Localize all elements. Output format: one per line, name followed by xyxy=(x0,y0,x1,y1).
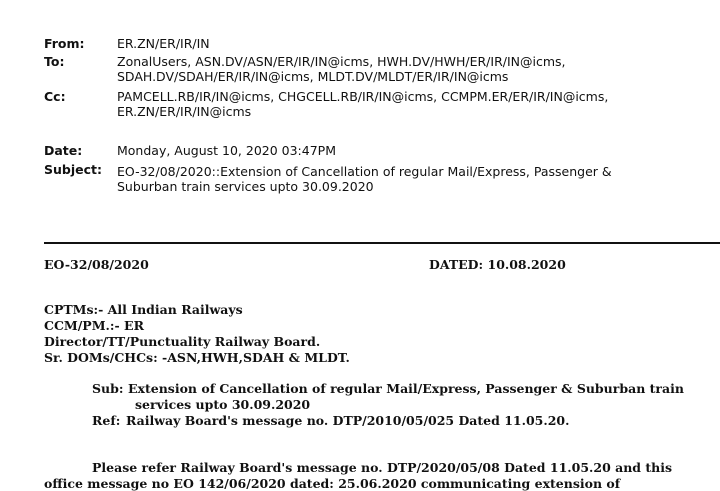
ref-label: Ref: xyxy=(92,413,121,428)
from-value: ER.ZN/ER/IR/IN xyxy=(117,36,210,51)
to-value xyxy=(117,54,707,84)
addressee-line: CCM/PM.:- ER xyxy=(44,318,144,333)
addressee-line: CPTMs:- All Indian Railways xyxy=(44,302,243,317)
subject-value xyxy=(117,164,707,194)
to-line: ZonalUsers, ASN.DV/ASN/ER/IR/IN@icms, HWH.DV/HWH/ER/IR/IN@icms, xyxy=(117,54,566,69)
eo-number: EO-32/08/2020 xyxy=(44,257,149,272)
subject-line: EO-32/08/2020::Extension of Cancellation of regular Mail/Express, Passenger & xyxy=(117,164,612,179)
memo-date: DATED: 10.08.2020 xyxy=(429,257,566,272)
cc-line: ER.ZN/ER/IR/IN@icms xyxy=(117,104,252,119)
date-value: Monday, August 10, 2020 03:47PM xyxy=(117,143,336,158)
header-divider xyxy=(44,242,720,244)
cc-value xyxy=(117,89,707,119)
addressee-block xyxy=(44,302,350,366)
sub-label: Sub: xyxy=(92,381,124,396)
sub-line: Extension of Cancellation of regular Mail/Express, Passenger & Suburban train xyxy=(128,381,684,396)
date-label: Date: xyxy=(44,143,83,158)
sub-line: services upto 30.09.2020 xyxy=(135,397,311,412)
addressee-line: Sr. DOMs/CHCs: -ASN,HWH,SDAH & MLDT. xyxy=(44,350,350,365)
body-line: office message no EO 142/06/2020 dated: 25.06.2020 communicating extension of xyxy=(44,476,621,491)
from-label: From: xyxy=(44,36,85,51)
cc-line: PAMCELL.RB/IR/IN@icms, CHGCELL.RB/IR/IN@icms, CCMPM.ER/ER/IR/IN@icms, xyxy=(117,89,609,104)
ref-text: Railway Board's message no. DTP/2010/05/025 Dated 11.05.20. xyxy=(126,413,570,428)
subject-line: Suburban train services upto 30.09.2020 xyxy=(117,179,374,194)
to-label: To: xyxy=(44,54,65,69)
subject-label: Subject: xyxy=(44,162,102,177)
body-line: Please refer Railway Board's message no. DTP/2020/05/08 Dated 11.05.20 and this xyxy=(92,460,673,475)
to-line: SDAH.DV/SDAH/ER/IR/IN@icms, MLDT.DV/MLDT/ER/IR/IN@icms xyxy=(117,69,509,84)
addressee-line: Director/TT/Punctuality Railway Board. xyxy=(44,334,321,349)
cc-label: Cc: xyxy=(44,89,66,104)
